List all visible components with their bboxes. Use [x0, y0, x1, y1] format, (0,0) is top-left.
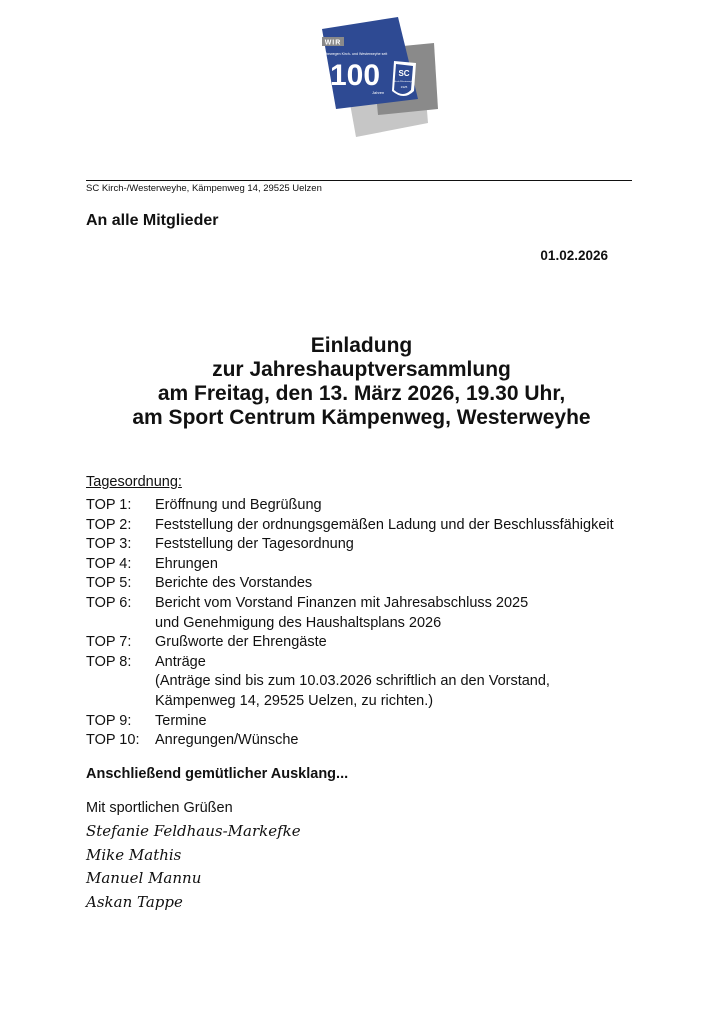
title-line: Einladung [310, 334, 413, 357]
agenda-item-text: Kämpenweg 14, 29525 Uelzen, zu richten.) [155, 692, 434, 709]
agenda-item-number: TOP 5: [86, 575, 132, 592]
logo-tagline: bewegen Kirch- und Westerweyhe seit [326, 52, 388, 56]
signature-list [86, 820, 301, 914]
title-line: am Freitag, den 13. März 2026, 19.30 Uhr, [157, 382, 566, 405]
agenda-item-text: Bericht vom Vorstand Finanzen mit Jahresabschluss 2025 [155, 594, 529, 611]
club-anniversary-logo [300, 15, 448, 139]
agenda-item [86, 731, 646, 751]
signature: Manuel Mannu [86, 869, 202, 887]
agenda-item-number: TOP 6: [86, 594, 132, 611]
agenda-item [86, 633, 646, 653]
logo-badge-text: SC [398, 69, 410, 78]
agenda-item-number: TOP 2: [86, 516, 132, 533]
agenda-item-text: Grußworte der Ehrengäste [155, 634, 327, 651]
logo-badge-year: 1925 [400, 85, 408, 89]
agenda-item-number: TOP 8: [86, 653, 132, 670]
agenda-item-text: Termine [155, 712, 207, 729]
agenda-item-text: Feststellung der ordnungsgemäßen Ladung und der Beschlussfähigkeit [155, 516, 614, 533]
closing-note: Anschließend gemütlicher Ausklang... [86, 766, 349, 782]
agenda-item [86, 653, 646, 712]
agenda-item-text: Ehrungen [155, 555, 218, 572]
agenda-item-text: Eröffnung und Begrüßung [155, 497, 322, 513]
logo-wir-text: WIR [324, 39, 342, 47]
agenda-item-text: und Genehmigung des Haushaltsplans 2026 [155, 614, 442, 631]
agenda-item [86, 594, 646, 633]
logo-badge-sub: Kirch-/Westerweyhe [394, 81, 414, 83]
logo-number: 100 [330, 59, 381, 92]
agenda-item-number: TOP 3: [86, 536, 132, 553]
agenda-item-text: Berichte des Vorstandes [155, 575, 313, 592]
agenda-item-text: Anregungen/Wünsche [155, 732, 299, 749]
agenda-item-text: (Anträge sind bis zum 10.03.2026 schriftlich an den Vorstand, [155, 673, 550, 690]
recipient-line: An alle Mitglieder [86, 212, 219, 229]
agenda-list [86, 496, 646, 751]
agenda-item-text: Feststellung der Tagesordnung [155, 536, 354, 553]
letterhead-divider [86, 180, 632, 181]
invitation-title [0, 334, 723, 430]
agenda-item-number: TOP 7: [86, 634, 132, 651]
sender-address: SC Kirch-/Westerweyhe, Kämpenweg 14, 29525 Uelzen [86, 183, 322, 194]
agenda-item [86, 712, 646, 732]
agenda-item [86, 535, 646, 555]
logo-years: Jahren [372, 90, 385, 95]
signature: Askan Tappe [86, 892, 183, 911]
letter-date: 01.02.2026 [540, 248, 608, 263]
agenda-item-number: TOP 1: [86, 497, 132, 513]
signature: Stefanie Feldhaus-Markefke [86, 822, 301, 840]
title-line: am Sport Centrum Kämpenweg, Westerweyhe [132, 406, 591, 429]
signature: Mike Mathis [86, 845, 182, 864]
agenda-item-number: TOP 4: [86, 555, 132, 572]
agenda-item [86, 574, 646, 594]
agenda-item [86, 516, 646, 536]
agenda-heading: Tagesordnung: [86, 474, 182, 490]
agenda-item-number: TOP 9: [86, 712, 132, 729]
title-line: zur Jahreshauptversammlung [212, 358, 511, 381]
greeting: Mit sportlichen Grüßen [86, 800, 233, 816]
agenda-item [86, 555, 646, 575]
agenda-item-text: Anträge [155, 653, 206, 670]
agenda-item-number: TOP 10: [86, 732, 140, 749]
agenda-item [86, 496, 646, 516]
